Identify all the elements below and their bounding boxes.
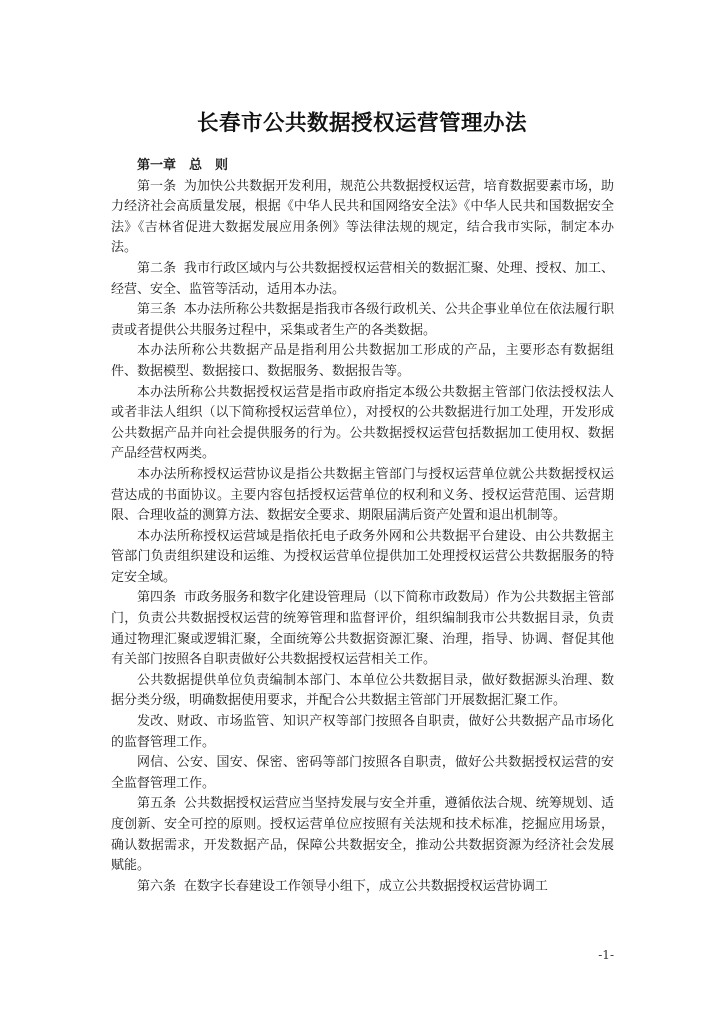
paragraph <box>111 712 614 753</box>
paragraph <box>111 465 614 527</box>
paragraph-text: 为加快公共数据开发利用，规范公共数据授权运营，培育数据要素市场，助力经济社会高质量发展，根据《中华人民共和国网络安全法》《中华人民共和国数据安全法》《吉林省促进大数据发展应用条例》等法律法规的规定，结合我市实际，制定本办法。 <box>111 178 614 256</box>
paragraph-text: 本办法所称授权运营协议是指公共数据主管部门与授权运营单位就公共数据授权运营达成的书面协议。主要内容包括授权运营单位的权利和义务、授权运营范围、运营期限、合理收益的测算方法、数据安全要求、期限届满后资产处置和退出机制等。 <box>111 466 614 524</box>
paragraph-text: 本办法所称公共数据产品是指利用公共数据加工形成的产品，主要形态有数据组件、数据模型、数据接口、数据服务、数据报告等。 <box>111 343 614 379</box>
paragraph-text: 本办法所称授权运营域是指依托电子政务外网和公共数据平台建设、由公共数据主管部门负责组织建设和运维、为授权运营单位提供加工处理授权运营公共数据服务的特定安全域。 <box>111 528 614 585</box>
article-number: 第六条 <box>137 878 177 894</box>
article-number: 第二条 <box>137 260 177 276</box>
paragraph <box>111 671 614 712</box>
paragraph-text: 本办法所称公共数据授权运营是指市政府指定本级公共数据主管部门依法授权法人或者非法人组织（以下简称授权运营单位），对授权的公共数据进行加工处理，开发形成公共数据产品并向社会提供服务的行为。公共数据授权运营包括数据加工使用权、数据产品经营权两类。 <box>111 384 614 462</box>
paragraph <box>111 527 614 589</box>
paragraph <box>111 753 614 794</box>
paragraph <box>111 877 614 898</box>
chapter-heading: 第一章 总 则 <box>137 158 229 173</box>
paragraph-text: 在数字长春建设工作领导小组下，成立公共数据授权运营协调工 <box>183 878 548 894</box>
article-number: 第四条 <box>137 590 177 606</box>
article-number: 第一条 <box>137 178 177 194</box>
paragraph <box>111 259 614 300</box>
article-number: 第五条 <box>137 796 177 812</box>
paragraph <box>111 341 614 382</box>
paragraph-text: 本办法所称公共数据是指我市各级行政机关、公共企事业单位在依法履行职责或者提供公共服务过程中，采集或者生产的各类数据。 <box>111 302 614 338</box>
paragraph <box>111 383 614 465</box>
paragraph <box>111 177 614 259</box>
article-number: 第三条 <box>137 302 177 318</box>
paragraph <box>111 588 614 670</box>
paragraph-text: 公共数据授权运营应当坚持发展与安全并重，遵循依法合规、统筹规划、适度创新、安全可控的原则。授权运营单位应按照有关法规和技术标准，挖掘应用场景，确认数据需求，开发数据产品，保障公共数据安全，推动公共数据资源为经济社会发展赋能。 <box>111 796 614 874</box>
document-title: 长春市公共数据授权运营管理办法 <box>196 111 527 136</box>
page-number: -1- <box>598 948 614 962</box>
paragraph-text: 公共数据提供单位负责编制本部门、本单位公共数据目录，做好数据源头治理、数据分类分级，明确数据使用要求，并配合公共数据主管部门开展数据汇聚工作。 <box>111 672 614 709</box>
paragraph-text: 发改、财政、市场监管、知识产权等部门按照各自职责，做好公共数据产品市场化的监督管理工作。 <box>111 714 614 750</box>
paragraph-text: 市政务服务和数字化建设管理局（以下简称市政数局）作为公共数据主管部门，负责公共数据授权运营的统筹管理和监督评价，组织编制我市公共数据目录，负责通过物理汇聚或逻辑汇聚，全面统筹公共数据资源汇聚、治理，指导、协调、督促其他有关部门按照各自职责做好公共数据授权运营相关工作。 <box>111 590 614 668</box>
paragraph-text: 网信、公安、国安、保密、密码等部门按照各自职责，做好公共数据授权运营的安全监督管理工作。 <box>111 755 614 791</box>
paragraph <box>111 794 614 876</box>
paragraph-text: 我市行政区域内与公共数据授权运营相关的数据汇聚、处理、授权、加工、经营、安全、监管等活动，适用本办法。 <box>111 260 614 297</box>
paragraph <box>111 300 614 341</box>
document-body <box>111 156 614 897</box>
